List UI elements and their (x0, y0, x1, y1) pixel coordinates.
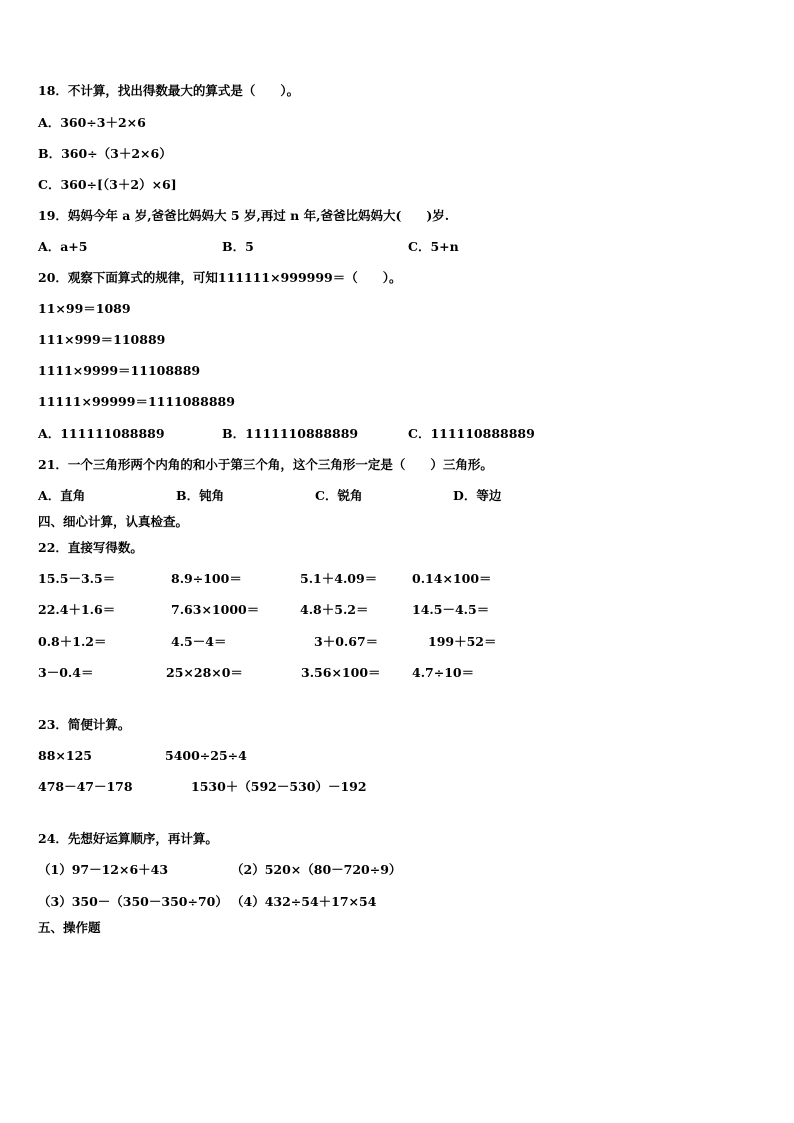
q22-item: 0.14×100＝ (412, 571, 492, 586)
question-19-option-c: C．5+n (408, 239, 459, 254)
q22-item: 5.1＋4.09＝ (300, 571, 378, 586)
question-20-option-a: A．111111088889 (38, 426, 165, 441)
question-20-pattern-3: 1111×9999＝11108889 (38, 363, 201, 378)
q22-item: 3.56×100＝ (301, 665, 381, 680)
q22-item: 7.63×1000＝ (171, 602, 260, 617)
q22-item: 25×28×0＝ (166, 665, 243, 680)
question-20-pattern-2: 111×999＝110889 (38, 332, 166, 347)
q23-item: 478－47－178 (38, 779, 133, 794)
q22-item: 4.5－4＝ (171, 634, 227, 649)
question-20-pattern-4: 11111×99999＝1111088889 (38, 394, 235, 409)
question-23-stem: 23．简便计算。 (38, 717, 131, 732)
question-18-option-c: C．360÷[（3＋2）×6] (38, 177, 177, 192)
q22-item: 15.5－3.5＝ (38, 571, 116, 586)
q23-item: 1530＋（592－530）－192 (191, 779, 367, 794)
question-18-option-a: A．360÷3＋2×6 (38, 115, 146, 130)
q22-item: 4.7÷10＝ (412, 665, 475, 680)
q24-item: （3）350－（350－350÷70） (38, 894, 228, 909)
question-24-stem: 24．先想好运算顺序，再计算。 (38, 831, 218, 846)
section-5-heading: 五、操作题 (38, 920, 101, 935)
question-21-stem: 21．一个三角形两个内角的和小于第三个角，这个三角形一定是（ ）三角形。 (38, 457, 493, 472)
q24-item: （2）520×（80－720÷9） (231, 862, 402, 877)
q24-item: （1）97－12×6＋43 (38, 862, 169, 877)
question-20-pattern-1: 11×99＝1089 (38, 301, 131, 316)
q22-item: 3＋0.67＝ (314, 634, 379, 649)
question-19-stem: 19．妈妈今年 a 岁,爸爸比妈妈大 5 岁,再过 n 年,爸爸比妈妈大( )岁. (38, 208, 450, 223)
question-21-option-a: A．直角 (38, 488, 86, 503)
q24-item: （4）432÷54＋17×54 (231, 894, 377, 909)
question-18-stem: 18．不计算，找出得数最大的算式是（ ）。 (38, 83, 300, 98)
q22-item: 8.9÷100＝ (171, 571, 242, 586)
q22-item: 22.4＋1.6＝ (38, 602, 116, 617)
question-21-option-c: C．锐角 (315, 488, 363, 503)
section-4-heading: 四、细心计算，认真检查。 (38, 514, 189, 529)
question-21-option-b: B．钝角 (176, 488, 225, 503)
q22-item: 0.8＋1.2＝ (38, 634, 107, 649)
question-21-option-d: D．等边 (453, 488, 502, 503)
question-19-option-a: A．a+5 (38, 239, 88, 254)
question-19-option-b: B．5 (222, 239, 254, 254)
q23-item: 5400÷25÷4 (165, 748, 247, 763)
question-20-option-c: C．111110888889 (408, 426, 535, 441)
q22-item: 4.8＋5.2＝ (300, 602, 369, 617)
question-20-option-b: B．1111110888889 (222, 426, 359, 441)
q22-item: 199＋52＝ (428, 634, 497, 649)
q23-item: 88×125 (38, 748, 92, 763)
question-22-stem: 22．直接写得数。 (38, 540, 143, 555)
q22-item: 3－0.4＝ (38, 665, 94, 680)
q22-item: 14.5－4.5＝ (412, 602, 490, 617)
question-18-option-b: B．360÷（3＋2×6） (38, 146, 172, 161)
question-20-stem: 20．观察下面算式的规律，可知111111×999999＝（ ）。 (38, 270, 402, 285)
